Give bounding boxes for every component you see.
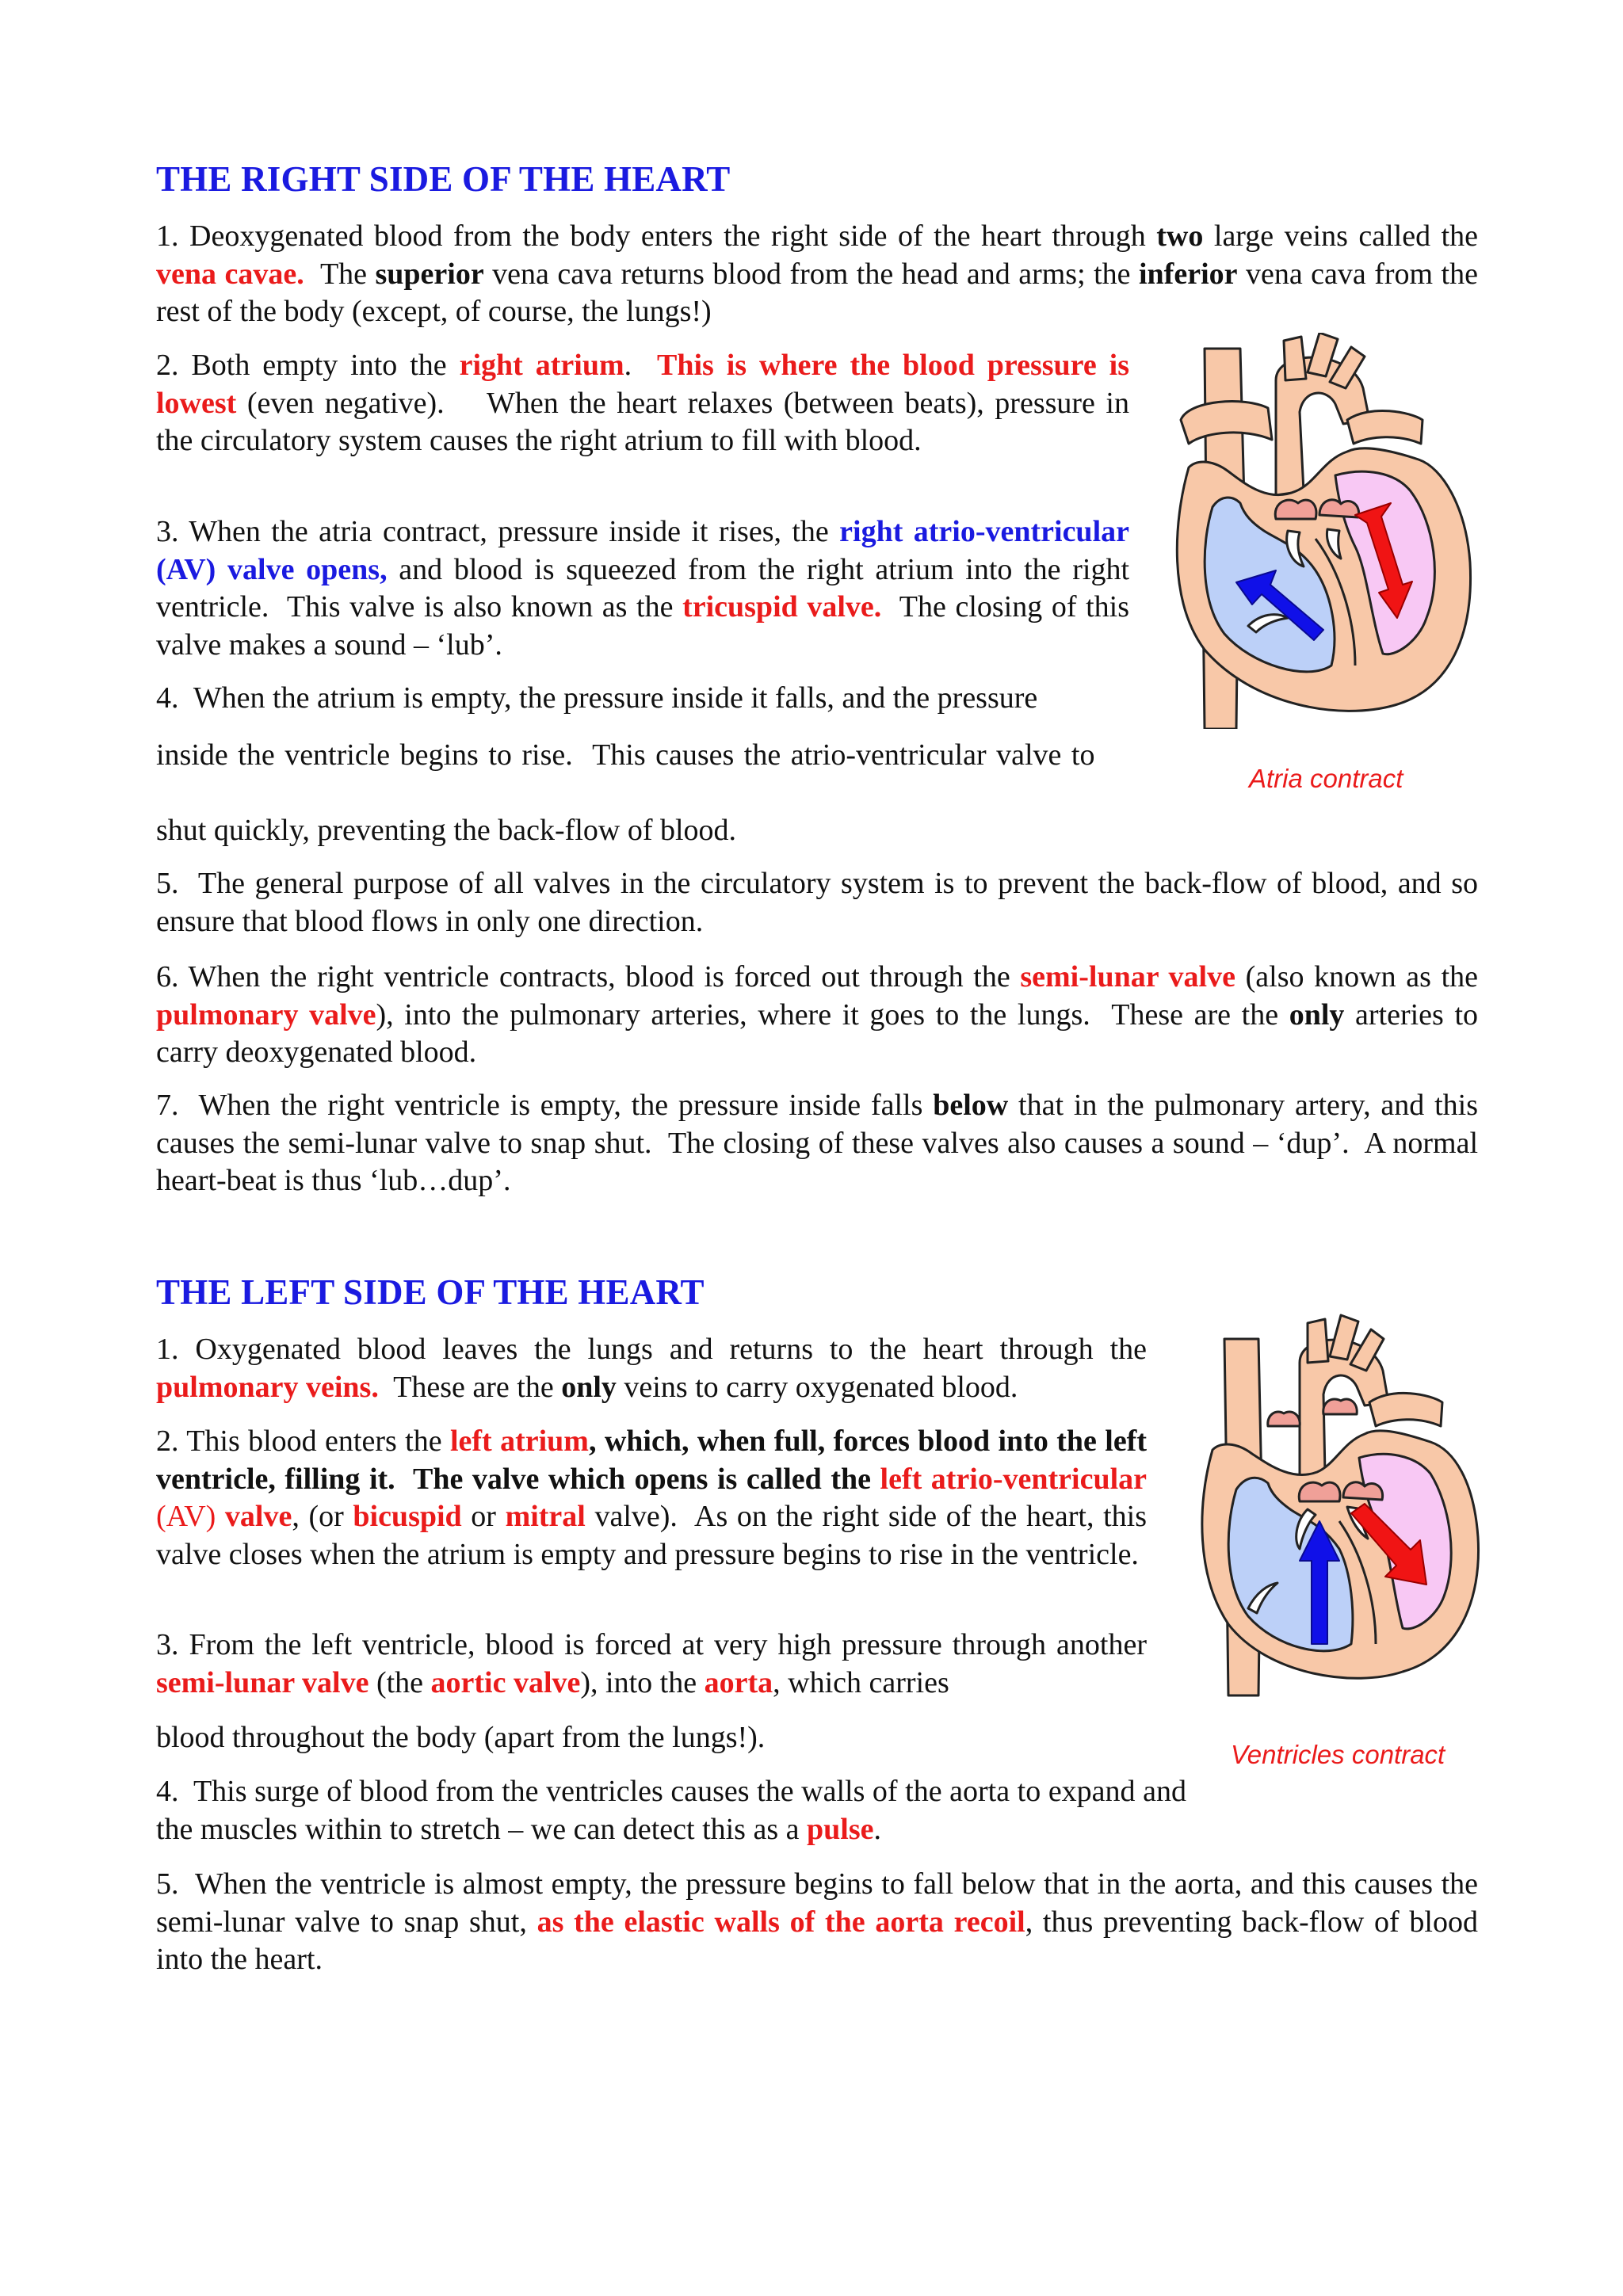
- text-run: two: [1156, 219, 1204, 253]
- text-run: and blood is squeezed from the right atrium into the right ventricle. This valve is also known as the: [156, 552, 1137, 624]
- aortic-valve: [1323, 1399, 1357, 1414]
- text-run: 1. Deoxygenated blood from the body enters the right side of the heart through: [156, 219, 1157, 253]
- text-run: .: [624, 349, 657, 382]
- text-run: .: [873, 1812, 881, 1846]
- valve-right: [1319, 500, 1359, 517]
- text-run: vena cava from the rest of the body (except, of course, the lungs!): [156, 257, 1486, 328]
- text-run: pulmonary veins.: [156, 1370, 379, 1404]
- text-run: left atrio-ventricular: [880, 1462, 1148, 1496]
- text-run: right atrium: [459, 349, 624, 382]
- left-side-heading: THE LEFT SIDE OF THE HEART: [156, 1272, 705, 1312]
- text-run: 6. When the right ventricle contracts, blood is forced out through the: [156, 960, 1021, 994]
- av-valve-right: [1343, 1482, 1383, 1500]
- right-para-3: [156, 513, 1137, 664]
- text-run: shut quickly, preventing the back-flow of blood.: [156, 814, 737, 847]
- right-para-2: [156, 347, 1137, 460]
- text-run: ), into the: [580, 1665, 705, 1699]
- text-run: 5. The general purpose of all valves in the circulatory system is to prevent the back-flow of blood, and so ensure that blood flows in only one direction.: [156, 867, 1486, 938]
- caption-ventricles-contract: Ventricles contract: [1231, 1740, 1445, 1769]
- text-run: , which carries: [773, 1665, 949, 1699]
- text-run: tricuspid valve.: [682, 590, 882, 624]
- left-para-1: [156, 1331, 1155, 1406]
- right-para-5: [156, 865, 1486, 940]
- left-para-2: [156, 1423, 1155, 1573]
- text-run: 2. This blood enters the: [156, 1425, 450, 1458]
- left-para-5: [156, 1866, 1486, 1979]
- text-run: (the: [369, 1665, 431, 1699]
- right-para-4-line-3: [156, 812, 1478, 850]
- text-run: 2. Both empty into the: [156, 349, 460, 382]
- text-run: aorta: [704, 1665, 773, 1699]
- right-para-4-line-1: [156, 680, 1131, 718]
- text-run: , (or: [292, 1500, 353, 1533]
- text-run: as the elastic walls of the aorta recoil: [537, 1905, 1025, 1939]
- text-run: 4. When the atrium is empty, the pressure inside it falls, and the pressure: [156, 681, 1038, 715]
- text-run: or: [461, 1500, 506, 1533]
- text-run: only: [561, 1370, 617, 1404]
- aorta-branch-1: [1308, 1319, 1328, 1363]
- text-run: 3. From the left ventricle, blood is forced at very high pressure through another: [156, 1628, 1155, 1661]
- text-run: valve: [224, 1500, 292, 1533]
- text-run: semi-lunar valve: [1020, 960, 1235, 994]
- text-run: inferior: [1138, 257, 1238, 291]
- text-run: large veins called the: [1203, 219, 1486, 253]
- text-run: semi-lunar valve: [156, 1665, 369, 1699]
- right-para-7: [156, 1087, 1486, 1200]
- text-run: 3. When the atria contract, pressure inside it rises, the: [156, 515, 840, 548]
- text-run: 1. Oxygenated blood leaves the lungs and returns to the heart through the: [156, 1333, 1155, 1366]
- text-run: , thus preventing back-flow of blood into the heart.: [156, 1905, 1486, 1976]
- right-para-4-line-2: [156, 737, 1209, 775]
- heart-diagram-atria-contract: [1157, 333, 1482, 729]
- heart-diagram-ventricles-contract: [1189, 1307, 1490, 1703]
- text-run: below: [933, 1089, 1009, 1122]
- text-run: bicuspid: [353, 1500, 462, 1533]
- text-run: inside the ventricle begins to rise. This causes the atrio-ventricular valve to: [156, 738, 1095, 772]
- text-run: that in the pulmonary artery, and this causes the semi-lunar valve to snap shut. The closing of these valves also causes a sound – ‘dup’. A normal heart-beat is thus ‘lub…dup’.: [156, 1089, 1486, 1197]
- text-run: (AV): [156, 1462, 1155, 1533]
- av-valve-left: [1299, 1482, 1340, 1501]
- text-run: These are the: [378, 1370, 562, 1404]
- right-para-6: [156, 959, 1486, 1072]
- right-side-heading: THE RIGHT SIDE OF THE HEART: [156, 159, 731, 199]
- text-run: 7. When the right ventricle is empty, the pressure inside falls: [156, 1089, 934, 1122]
- text-run: pulmonary valve: [156, 997, 376, 1032]
- left-para-4: [156, 1773, 1194, 1848]
- text-run: only: [1289, 997, 1345, 1032]
- text-run: arteries to carry deoxygenated blood.: [156, 997, 1486, 1069]
- text-run: ), into the pulmonary arteries, where it goes to the lungs. These are the: [376, 997, 1289, 1032]
- text-run: The: [304, 257, 376, 291]
- pulmonary-artery-left: [1369, 1393, 1442, 1426]
- left-para-3-line-2: [156, 1719, 1147, 1757]
- text-run: The closing of this valve makes a sound – ‘lub’.: [156, 590, 1137, 662]
- text-run: (even negative). When the heart relaxes (between beats), pressure in the circulatory system causes the right atrium to fill with blood.: [156, 386, 1137, 457]
- text-run: blood throughout the body (apart from the lungs!).: [156, 1721, 766, 1754]
- text-run: (also known as the: [1235, 960, 1486, 994]
- text-run: pulse: [807, 1812, 874, 1846]
- text-run: vena cavae.: [156, 257, 304, 291]
- left-para-3-line-1: [156, 1627, 1155, 1702]
- text-run: 5. When the ventricle is almost empty, the pressure begins to fall below that in the aorta, and this causes the semi-lunar valve to snap shut,: [156, 1867, 1486, 1939]
- text-run: valve). As on the right side of the heart, this valve closes when the atrium is empty and pressure begins to rise in the ventricle.: [156, 1500, 1155, 1571]
- text-run: vena cava returns blood from the head and arms; the: [483, 257, 1139, 291]
- right-para-1: [156, 218, 1486, 331]
- text-run: left atrium: [449, 1425, 589, 1458]
- text-run: superior: [375, 257, 484, 291]
- pulmonary-artery-left: [1347, 410, 1423, 444]
- text-run: This is where the blood pressure is lowest: [156, 349, 1137, 420]
- aorta-branch-1: [1284, 337, 1306, 380]
- text-run: , which, when full, forces blood into the left ventricle, filling it. The valve which opens is called the: [156, 1425, 1155, 1496]
- text-run: aortic valve: [430, 1665, 581, 1699]
- pulmonary-valve: [1268, 1412, 1300, 1426]
- valve-left: [1275, 500, 1316, 519]
- text-run: mitral: [505, 1500, 586, 1533]
- caption-atria-contract: Atria contract: [1249, 764, 1403, 793]
- text-run: right atrio-ventricular (AV) valve opens,: [156, 515, 1137, 586]
- text-run: 4. This surge of blood from the ventricles causes the walls of the aorta to expand and the muscles within to stretch – we can detect this as a: [156, 1775, 1194, 1846]
- text-run: veins to carry oxygenated blood.: [616, 1370, 1018, 1404]
